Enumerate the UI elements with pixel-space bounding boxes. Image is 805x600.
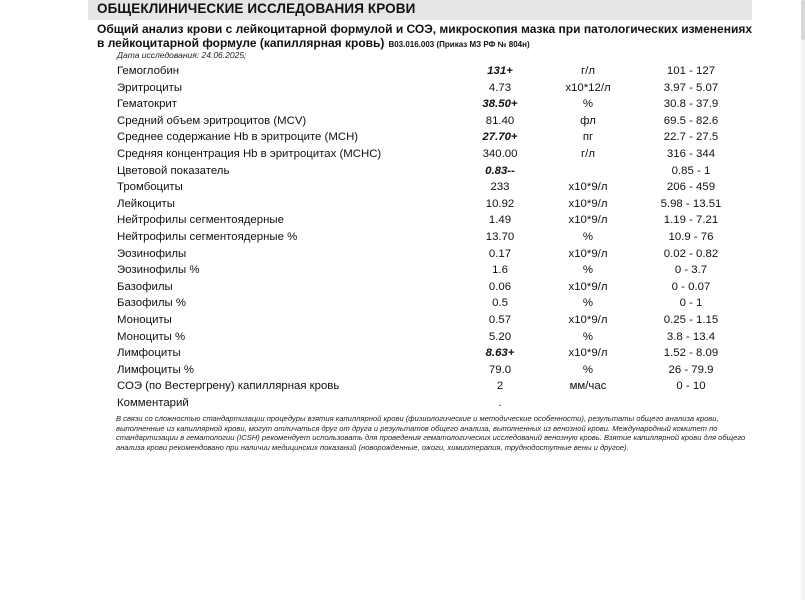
result-reference: 0 - 10 xyxy=(676,380,706,393)
result-row xyxy=(0,64,805,81)
result-reference: 30.8 - 37.9 xyxy=(663,98,719,111)
result-row xyxy=(0,81,805,98)
result-value: 8.63+ xyxy=(485,347,515,360)
result-value: 81.40 xyxy=(485,114,515,127)
result-name: Лейкоциты xyxy=(117,197,175,210)
result-unit: % xyxy=(582,98,594,111)
result-unit: x10*9/л xyxy=(568,347,608,360)
result-row xyxy=(0,130,805,147)
scrollbar[interactable] xyxy=(801,0,805,600)
result-row xyxy=(0,280,805,297)
result-row xyxy=(0,114,805,131)
result-row xyxy=(0,213,805,230)
result-name: Эозинофилы xyxy=(117,247,187,260)
result-name: Нейтрофилы сегментоядерные % xyxy=(117,230,298,243)
result-unit: г/л xyxy=(581,147,595,160)
result-name: Моноциты % xyxy=(117,330,186,343)
result-reference: 206 - 459 xyxy=(666,181,716,194)
result-unit: x10*9/л xyxy=(568,313,608,326)
result-row xyxy=(0,296,805,313)
result-name: Лимфоциты xyxy=(117,347,181,360)
result-value: 10.92 xyxy=(485,197,515,210)
result-name: Средний объем эритроцитов (MCV) xyxy=(117,114,307,127)
result-unit: x10*9/л xyxy=(568,247,608,260)
result-reference: 1.52 - 8.09 xyxy=(663,347,719,360)
result-reference: 10.9 - 76 xyxy=(668,230,714,243)
result-reference: 3.8 - 13.4 xyxy=(666,330,716,343)
result-value: 233 xyxy=(490,181,510,194)
result-reference: 3.97 - 5.07 xyxy=(663,81,719,94)
result-unit: % xyxy=(582,264,594,277)
result-row xyxy=(0,396,805,413)
test-code: B03.016.003 (Приказ МЗ РФ № 804н) xyxy=(388,39,530,49)
result-reference: 0.02 - 0.82 xyxy=(663,247,719,260)
result-name: Гематокрит xyxy=(117,98,177,111)
result-unit: г/л xyxy=(581,65,595,77)
result-value: 5.20 xyxy=(488,330,512,343)
result-unit: % xyxy=(582,297,594,310)
result-name: Базофилы % xyxy=(117,297,186,310)
result-value: 27.70+ xyxy=(482,131,518,144)
footnote: В связи со сложностью стандартизации процедуры взятия капиллярной крови (физиологические и методические особенности), результаты общего анализа крови, выполненные из капиллярной крови, могут отличаться друг от друга и результатов общего анализа, выполненных из венозной крови. Международный комитет по стандартизации в гематологии (ICSH) рекомендует использовать для проведения гематологических исследований венозную кровь. Взятие капиллярной крови для общего анализа крови рекомендовано при наличии медицинских показаний (новорожденные, ожоги, химиотерапия, труднодоступные вены и другое). xyxy=(116,414,746,452)
test-title xyxy=(97,23,762,51)
result-value: 4.73 xyxy=(488,81,512,94)
result-unit: x10*9/л xyxy=(568,280,608,293)
result-name: СОЭ (по Вестергрену) капиллярная кровь xyxy=(117,380,340,393)
result-row xyxy=(0,363,805,380)
result-name: Нейтрофилы сегментоядерные xyxy=(117,214,284,227)
result-unit: x10*9/л xyxy=(568,181,608,194)
result-reference: 101 - 127 xyxy=(666,65,716,77)
result-name: Комментарий xyxy=(117,396,189,409)
result-reference: 0 - 0.07 xyxy=(671,280,711,293)
result-row xyxy=(0,379,805,396)
result-reference: 5.98 - 13.51 xyxy=(660,197,722,210)
result-name: Эозинофилы % xyxy=(117,264,200,277)
result-name: Моноциты xyxy=(117,313,172,326)
result-row xyxy=(0,197,805,214)
result-value: 0.17 xyxy=(488,247,512,260)
result-reference: 316 - 344 xyxy=(666,147,716,160)
result-name: Базофилы xyxy=(117,280,173,293)
result-value: 1.49 xyxy=(488,214,512,227)
result-row xyxy=(0,346,805,363)
result-reference: 26 - 79.9 xyxy=(668,363,714,376)
result-reference: 0.25 - 1.15 xyxy=(663,313,719,326)
result-unit: % xyxy=(582,363,594,376)
scrollbar-thumb[interactable] xyxy=(801,0,805,40)
result-unit: % xyxy=(582,230,594,243)
result-row xyxy=(0,247,805,264)
result-row xyxy=(0,97,805,114)
result-unit: пг xyxy=(582,131,594,144)
result-name: Среднее содержание Hb в эритроците (MCH) xyxy=(117,131,359,144)
result-value: 131+ xyxy=(487,65,513,77)
result-value: 79.0 xyxy=(488,363,512,376)
result-unit: x10*9/л xyxy=(568,197,608,210)
result-unit: фл xyxy=(580,114,596,127)
result-unit: x10*9/л xyxy=(568,214,608,227)
result-value: 340.00 xyxy=(482,147,518,160)
result-name: Эритроциты xyxy=(117,81,183,94)
result-row xyxy=(0,164,805,181)
result-row xyxy=(0,180,805,197)
result-name: Лимфоциты % xyxy=(117,363,194,376)
result-name: Гемоглобин xyxy=(117,65,180,77)
test-name: Общий анализ крови с лейкоцитарной формулой и СОЭ, микроскопия мазка при патологических изменениях в лейкоцитарной формуле (капиллярная кровь) xyxy=(97,22,753,50)
result-value: 0.06 xyxy=(488,280,512,293)
result-value: 13.70 xyxy=(485,230,515,243)
result-reference: 1.19 - 7.21 xyxy=(663,214,719,227)
result-name: Средняя концентрация Hb в эритроцитах (MCHC) xyxy=(117,147,382,160)
results-table xyxy=(0,64,805,412)
result-row xyxy=(0,147,805,164)
result-reference: 0 - 3.7 xyxy=(674,264,708,277)
result-unit: мм/час xyxy=(569,380,607,393)
result-value: 0.57 xyxy=(488,313,512,326)
result-reference: 22.7 - 27.5 xyxy=(663,131,719,144)
result-value: 38.50+ xyxy=(482,98,518,111)
result-row xyxy=(0,313,805,330)
result-value: 0.5 xyxy=(492,297,508,310)
result-row xyxy=(0,330,805,347)
study-date: Дата исследования: 24.06.2025; xyxy=(117,50,247,60)
result-reference: 69.5 - 82.6 xyxy=(663,114,719,127)
result-unit: x10*12/л xyxy=(565,81,611,94)
section-title: ОБЩЕКЛИНИЧЕСКИЕ ИССЛЕДОВАНИЯ КРОВИ xyxy=(97,1,416,16)
result-value: 1.6 xyxy=(492,264,508,277)
result-reference: 0 - 1 xyxy=(679,297,703,310)
result-name: Цветовой показатель xyxy=(117,164,230,177)
result-row xyxy=(0,230,805,247)
result-value: 2 xyxy=(496,380,504,393)
result-name: Тромбоциты xyxy=(117,181,183,194)
result-value: . xyxy=(498,396,502,409)
result-row xyxy=(0,263,805,280)
result-value: 0.83-- xyxy=(485,164,515,177)
result-unit: % xyxy=(582,330,594,343)
result-reference: 0.85 - 1 xyxy=(671,164,711,177)
